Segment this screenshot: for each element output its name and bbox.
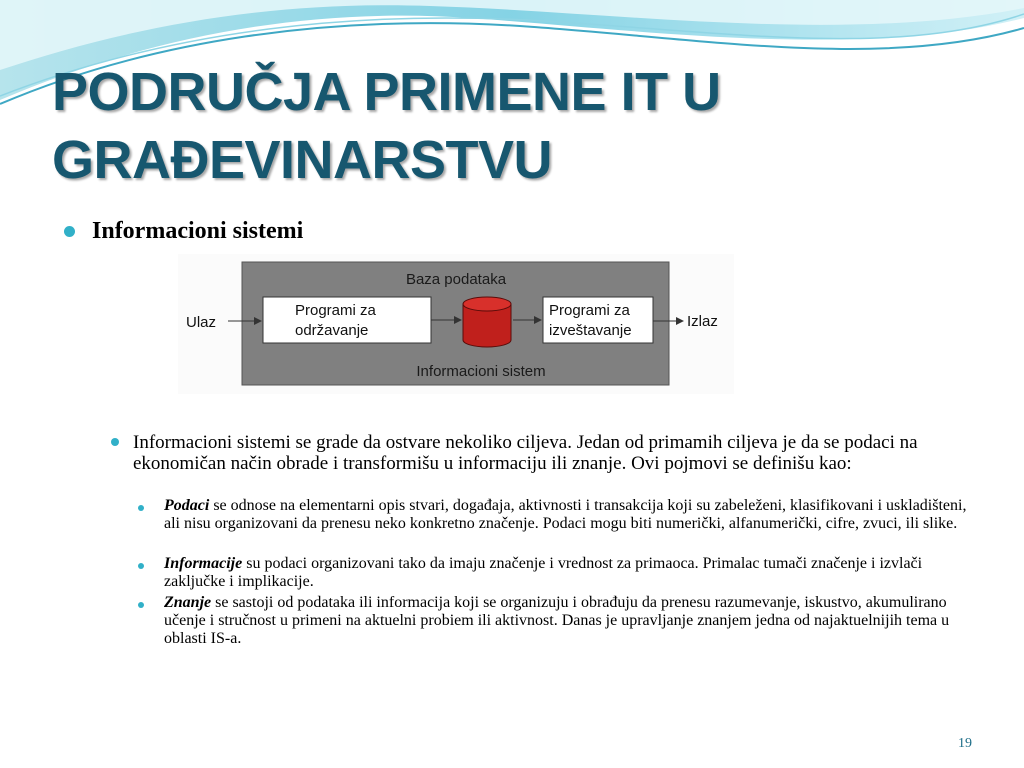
definition-informacije-text: su podaci organizovani tako da imaju značenje i vrednost za primaoca. Primalac tumači značenje i izvlači zaključke i implikacije. bbox=[164, 555, 923, 590]
bullet-dot bbox=[111, 438, 119, 446]
bullet-dot bbox=[138, 563, 144, 569]
information-system-diagram bbox=[178, 254, 734, 394]
definition-znanje-text: se sastoji od podataka ili informacija koji se organizuju i obrađuju da prenesu razumevanje, iskustvo, akumulirano učenje i stručnost u primeni na aktuelni probiem ili aktivnost. Danas je upravljanje znanjem jedna od najaktuelnijih tema u oblasti IS-a. bbox=[164, 594, 950, 647]
diagram-output-label: Izlaz bbox=[687, 313, 718, 330]
box-left-line1: Programi za bbox=[295, 302, 376, 319]
diagram-bottom-label: Informacioni sistem bbox=[416, 363, 546, 380]
diagram-input-label: Ulaz bbox=[186, 314, 217, 331]
bullet-dot bbox=[64, 226, 75, 237]
definition-podaci bbox=[164, 497, 974, 533]
slide-title bbox=[52, 58, 992, 194]
title-line-2: GRAĐEVINARSTVU bbox=[52, 130, 553, 190]
database-cylinder-icon bbox=[463, 297, 511, 347]
box-left-line2: održavanje bbox=[295, 322, 369, 339]
definition-znanje bbox=[164, 594, 974, 648]
intro-paragraph: Informacioni sistemi se grade da ostvare nekoliko ciljeva. Jedan od primamih ciljeva je da se podaci na ekonomičan način obrade i transformišu u informaciju ili znanje. Ovi pojmovi se definišu kao: bbox=[133, 432, 918, 474]
bullet-dot bbox=[138, 602, 144, 608]
bullet-informacioni-sistemi: Informacioni sistemi bbox=[92, 218, 304, 244]
title-line-1: PODRUČJA PRIMENE IT U bbox=[52, 62, 721, 122]
term-informacije: Informacije bbox=[164, 555, 243, 572]
page-number: 19 bbox=[958, 736, 972, 751]
term-znanje: Znanje bbox=[164, 594, 212, 611]
diagram-top-label: Baza podataka bbox=[405, 271, 507, 288]
box-right-line2: izveštavanje bbox=[549, 322, 632, 339]
definition-informacije bbox=[164, 555, 974, 591]
box-right-line1: Programi za bbox=[549, 302, 630, 319]
bullet-dot bbox=[138, 505, 144, 511]
definition-podaci-text: se odnose na elementarni opis stvari, događaja, aktivnosti i transakcija koji su zabeleženi, klasifikovani i uskladišteni, ali nisu organizovani da prenesu neko konkretno značenje. Podaci mogu biti numerički, alfanumerički, cifre, zvuci, ili slike. bbox=[164, 497, 967, 532]
term-podaci: Podaci bbox=[164, 497, 210, 514]
